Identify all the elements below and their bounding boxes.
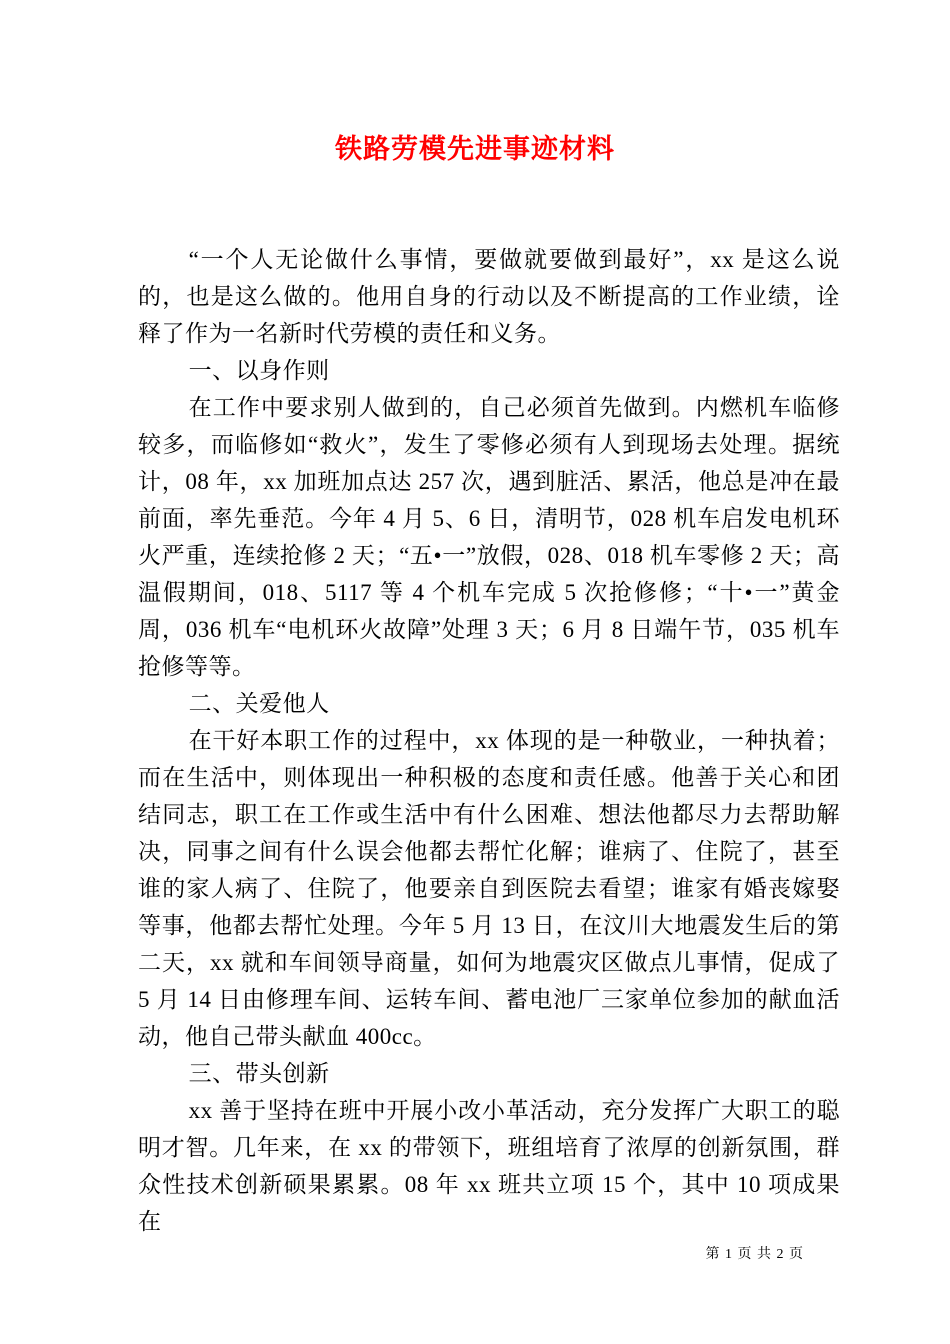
document-body (138, 241, 840, 1240)
section-heading: 一、以身作则 (188, 358, 330, 383)
document-title: 铁路劳模先进事迹材料 (335, 134, 615, 164)
body-paragraph: 在工作中要求别人做到的，自己必须首先做到。内燃机车临修较多，而临修如“救火”，发生了零修必须有人到现场去处理。据统计，08 年，xx 加班加点达 257 次，遇到脏活、累活，他总是冲在最前面，率先垂范。今年 4 月 5、6 日，清明节，028 机车启发电机环火严重，连续抢修 2 天；“五•一”放假，028、018 机车零修 2 天；高温假期间，018、5117 等 4 个机车完成 5 次抢修修；“十•一”黄金周，036 机车“电机环火故障”处理 3 天；6 月 8 日端午节，035 机车抢修等等。 (138, 395, 840, 679)
body-paragraph: “一个人无论做什么事情，要做就要做到最好”，xx 是这么说的，也是这么做的。他用自身的行动以及不断提高的工作业绩，诠释了作为一名新时代劳模的责任和义务。 (138, 247, 840, 346)
body-paragraph: 在干好本职工作的过程中，xx 体现的是一种敬业，一种执着；而在生活中，则体现出一种积极的态度和责任感。他善于关心和团结同志，职工在工作或生活中有什么困难、想法他都尽力去帮助解决，同事之间有什么误会他都去帮忙化解；谁病了、住院了，甚至谁的家人病了、住院了，他要亲自到医院去看望；谁家有婚丧嫁娶等事，他都去帮忙处理。今年 5 月 13 日，在汶川大地震发生后的第二天，xx 就和车间领导商量，如何为地震灾区做点儿事情，促成了 5 月 14 日由修理车间、运转车间、蓄电池厂三家单位参加的献血活动，他自己带头献血 400cc。 (138, 728, 840, 1049)
section-heading: 二、关爱他人 (188, 691, 330, 716)
section-heading: 三、带头创新 (188, 1061, 330, 1086)
body-paragraph: xx 善于坚持在班中开展小改小革活动，充分发挥广大职工的聪明才智。几年来，在 xx 的带领下，班组培育了浓厚的创新氛围，群众性技术创新硕果累累。08 年 xx 班共立项 15 个，其中 10 项成果在 (138, 1098, 840, 1234)
page-number-indicator: 第 1 页 共 2 页 (705, 1247, 804, 1262)
